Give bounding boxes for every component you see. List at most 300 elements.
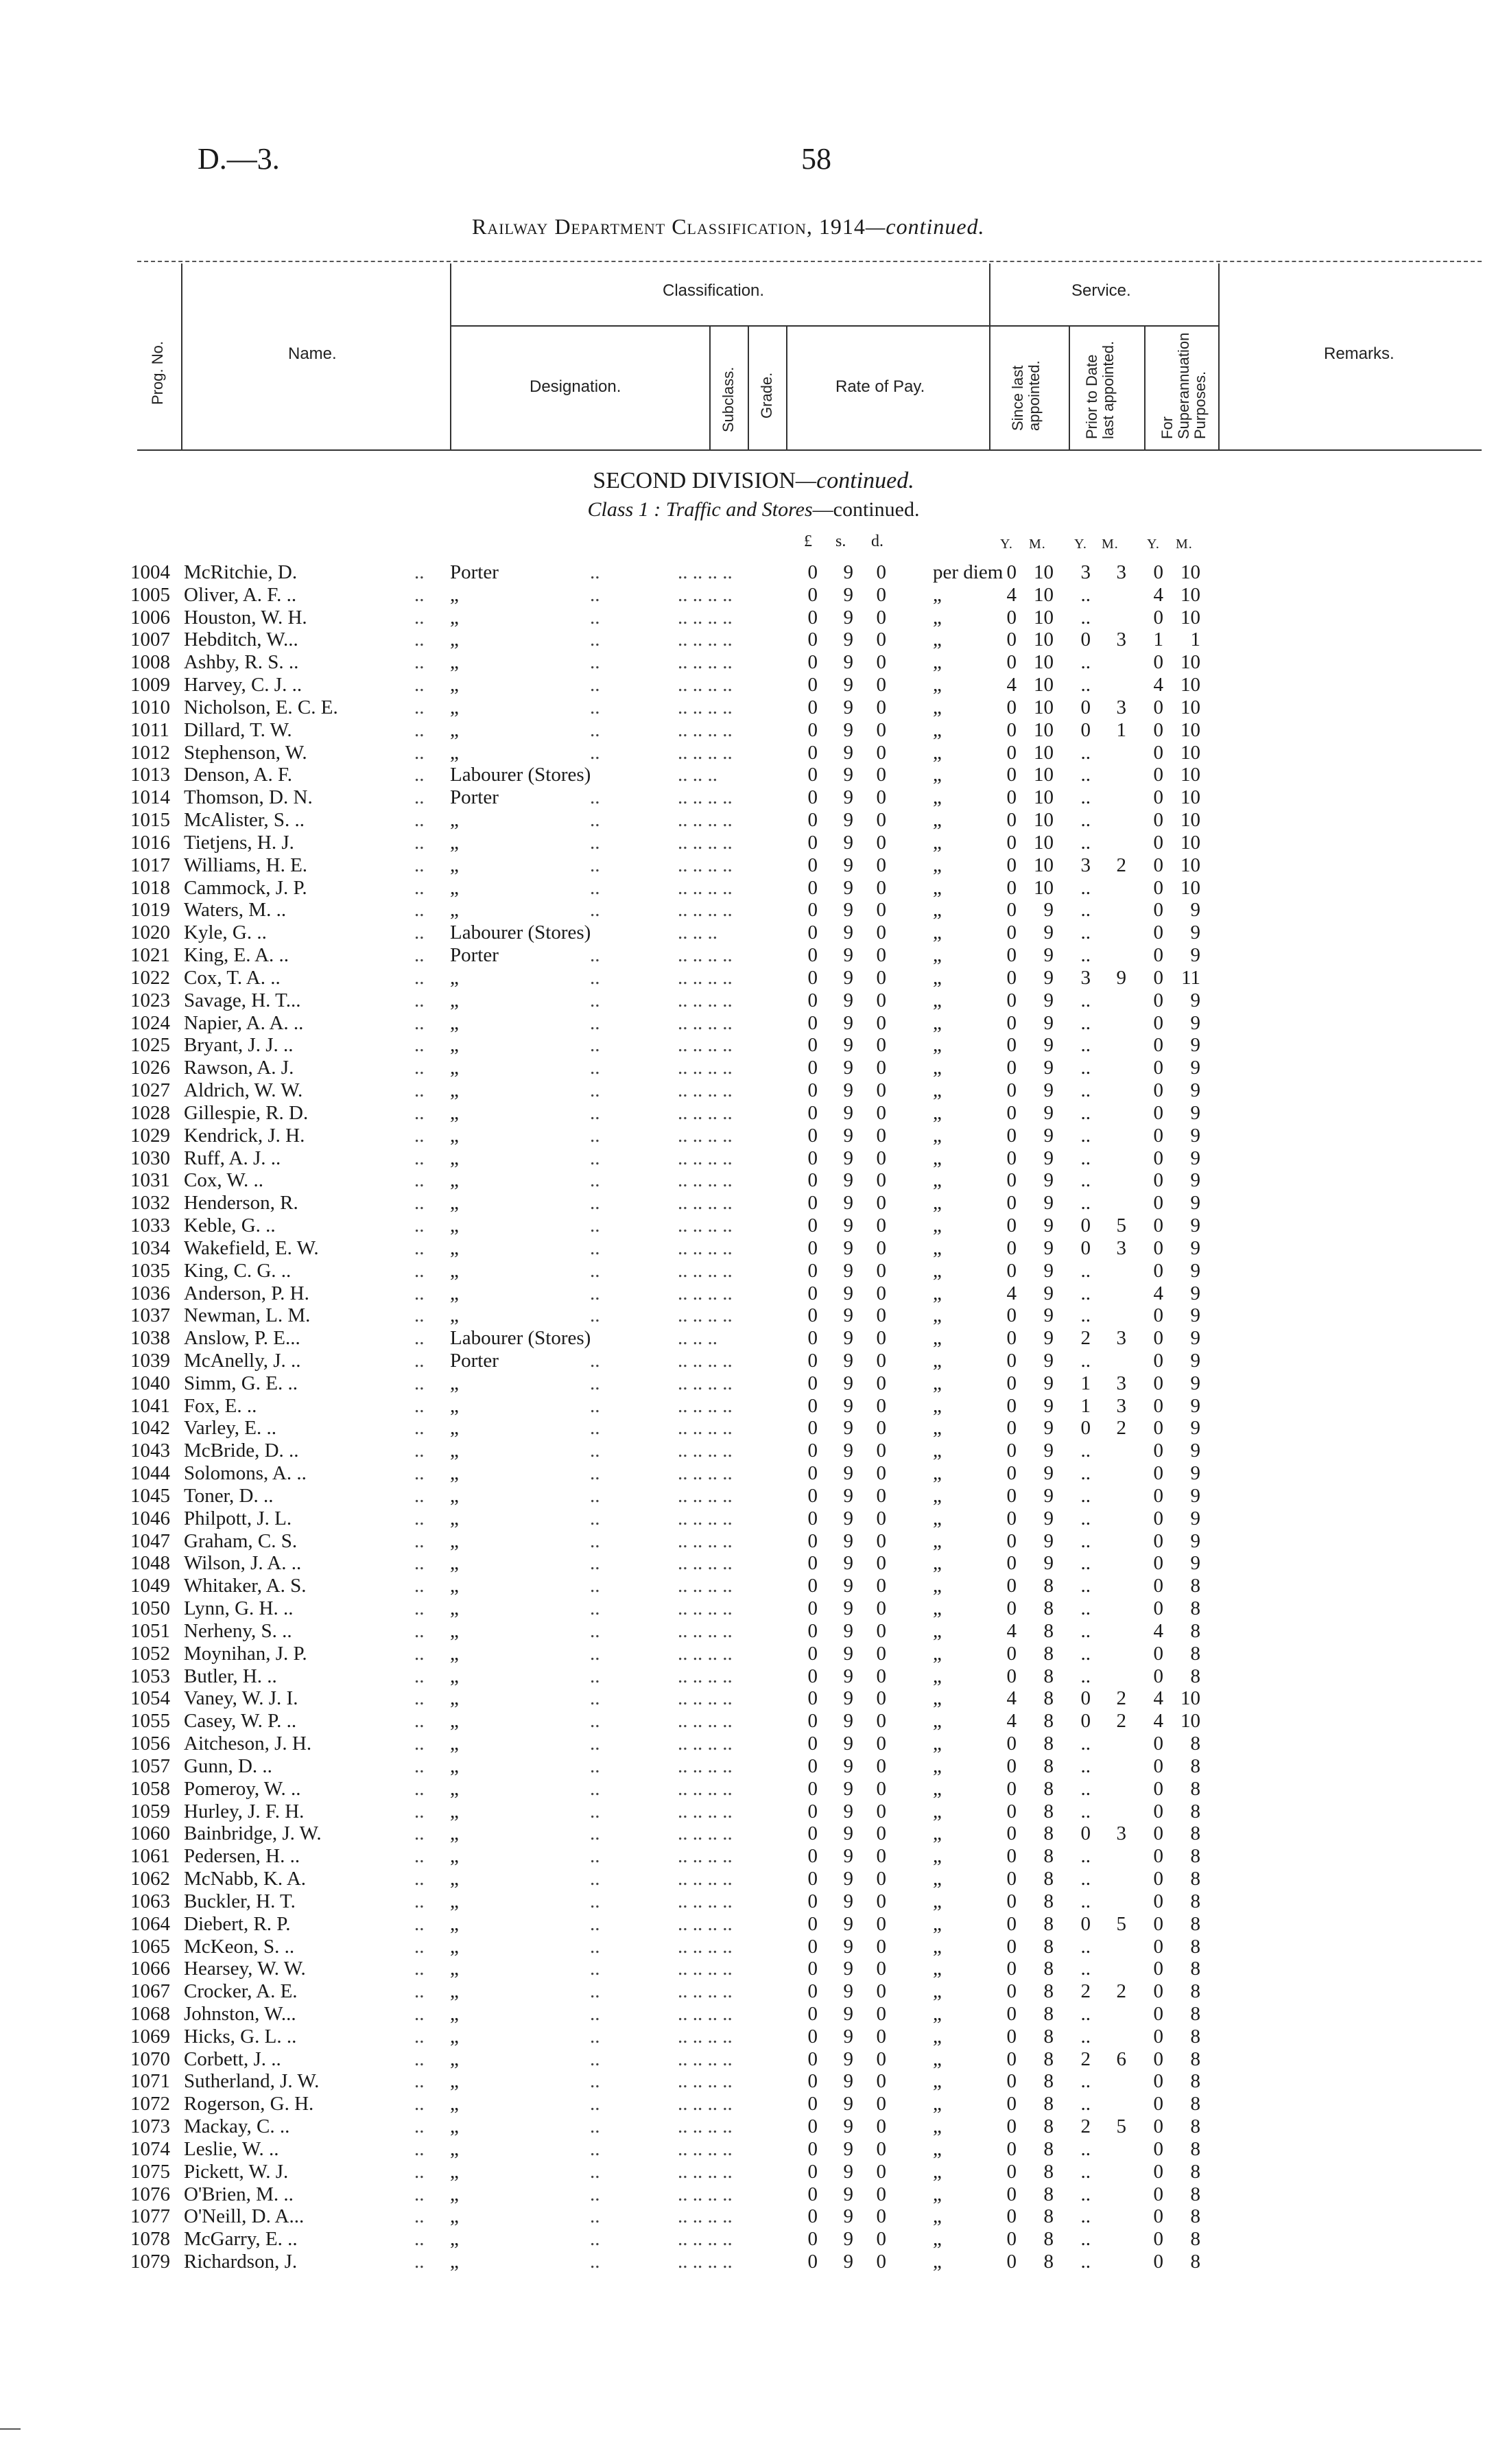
- designation: „: [450, 1192, 459, 1215]
- prog-no: 1070: [130, 2048, 170, 2070]
- leader-dots: ..: [414, 1845, 425, 1868]
- col-divider: [786, 327, 787, 450]
- rate-pence: 0: [876, 1890, 886, 1912]
- staff-name: Thomson, D. N.: [184, 786, 313, 809]
- since-years: 0: [1006, 1192, 1017, 1215]
- designation: „: [450, 1440, 459, 1462]
- rate-basis: „: [933, 1327, 942, 1350]
- leader-dots: .. .. .. ..: [678, 1259, 733, 1282]
- prog-no: 1053: [130, 1665, 170, 1687]
- leader-dots: .. .. .. ..: [678, 1710, 733, 1733]
- leader-dots: ..: [414, 1687, 425, 1710]
- leader-dots: ..: [414, 2025, 425, 2048]
- designation: „: [450, 1935, 459, 1958]
- prior-years: ..: [1080, 1845, 1091, 1868]
- super-years: 0: [1153, 1349, 1163, 1372]
- staff-name: Whitaker, A. S.: [184, 1575, 307, 1597]
- rate-pounds: 0: [807, 1282, 818, 1304]
- super-years: 0: [1153, 606, 1163, 629]
- prog-no: 1038: [130, 1327, 170, 1350]
- rate-pounds: 0: [807, 1800, 818, 1822]
- table-row: [0, 877, 1507, 900]
- super-years: 0: [1153, 1912, 1163, 1935]
- rate-pounds: 0: [807, 1687, 818, 1710]
- super-years: 0: [1153, 1552, 1163, 1575]
- table-row: [0, 1485, 1507, 1507]
- rate-basis: „: [933, 1057, 942, 1079]
- prior-years: 3: [1080, 854, 1091, 876]
- designation: „: [450, 2228, 459, 2251]
- title-main: Railway Department Classification, 1914: [472, 214, 866, 239]
- rate-shillings: 9: [843, 1665, 853, 1687]
- rate-pence: 0: [876, 651, 886, 674]
- rate-pence: 0: [876, 583, 886, 606]
- rate-pounds: 0: [807, 651, 818, 674]
- prior-years: ..: [1080, 1034, 1091, 1057]
- prog-no: 1050: [130, 1597, 170, 1620]
- designation: „: [450, 854, 459, 876]
- since-months: 9: [1043, 1169, 1054, 1192]
- rate-shillings: 9: [843, 899, 853, 922]
- rate-pence: 0: [876, 1011, 886, 1034]
- staff-name: Kyle, G. ..: [184, 922, 267, 944]
- rate-basis: „: [933, 1394, 942, 1417]
- since-years: 0: [1006, 1642, 1017, 1665]
- leader-dots: .. .. .. ..: [678, 1755, 733, 1777]
- prog-no: 1041: [130, 1394, 170, 1417]
- staff-name: King, E. A. ..: [184, 944, 289, 967]
- table-row: [0, 1552, 1507, 1575]
- staff-name: Denson, A. F.: [184, 764, 292, 786]
- rate-basis: „: [933, 1417, 942, 1440]
- leader-dots: .. .. .. ..: [678, 899, 733, 922]
- designation: „: [450, 1619, 459, 1642]
- rate-pence: 0: [876, 1552, 886, 1575]
- super-years: 0: [1153, 876, 1163, 899]
- section-title-text: SECOND DIVISION: [593, 468, 796, 493]
- rate-basis: „: [933, 1845, 942, 1868]
- super-months: 8: [1190, 2160, 1200, 2183]
- rate-pence: 0: [876, 2115, 886, 2138]
- since-months: 10: [1034, 809, 1054, 832]
- rate-basis: „: [933, 2070, 942, 2093]
- super-years: 4: [1153, 1710, 1163, 1733]
- leader-dots: .. .. .. ..: [678, 1215, 733, 1237]
- super-years: 0: [1153, 718, 1163, 741]
- leader-dots: ..: [590, 2205, 600, 2228]
- leader-dots: .. .. .. ..: [678, 1868, 733, 1890]
- since-years: 0: [1006, 2160, 1017, 2183]
- table-row: [0, 584, 1507, 607]
- table-row: [0, 1395, 1507, 1418]
- super-months: 8: [1190, 1755, 1200, 1777]
- table-row: [0, 2093, 1507, 2115]
- designation: „: [450, 1507, 459, 1529]
- rate-basis: „: [933, 2228, 942, 2251]
- prior-years: ..: [1080, 1642, 1091, 1665]
- prog-no: 1049: [130, 1575, 170, 1597]
- header-subclass: Subclass.: [720, 366, 737, 432]
- leader-dots: ..: [414, 606, 425, 629]
- designation: „: [450, 1800, 459, 1822]
- rate-pence: 0: [876, 561, 886, 583]
- prior-years: ..: [1080, 1484, 1091, 1507]
- rate-pounds: 0: [807, 1665, 818, 1687]
- prior-years: ..: [1080, 1597, 1091, 1620]
- rate-pence: 0: [876, 854, 886, 876]
- leader-dots: .. .. .. ..: [678, 1687, 733, 1710]
- rate-pence: 0: [876, 1282, 886, 1304]
- table-row: [0, 742, 1507, 764]
- table-row: [0, 1215, 1507, 1237]
- designation: „: [450, 1733, 459, 1755]
- super-months: 8: [1190, 2070, 1200, 2093]
- since-months: 9: [1043, 1552, 1054, 1575]
- since-years: 0: [1006, 2025, 1017, 2048]
- leader-dots: ..: [590, 1440, 600, 1462]
- super-months: 9: [1190, 1057, 1200, 1079]
- leader-dots: ..: [590, 1079, 600, 1102]
- rate-pounds: 0: [807, 1755, 818, 1777]
- rate-pence: 0: [876, 1822, 886, 1845]
- rate-shillings: 9: [843, 1192, 853, 1215]
- since-months: 10: [1034, 831, 1054, 854]
- prior-years: ..: [1080, 1282, 1091, 1304]
- rate-pounds: 0: [807, 1597, 818, 1620]
- super-years: 0: [1153, 1011, 1163, 1034]
- rate-pounds: 0: [807, 1057, 818, 1079]
- leader-dots: ..: [590, 2003, 600, 2025]
- super-years: 0: [1153, 1327, 1163, 1350]
- leader-dots: ..: [414, 2228, 425, 2251]
- leader-dots: ..: [414, 1192, 425, 1215]
- table-row: [0, 2048, 1507, 2071]
- leader-dots: ..: [414, 1169, 425, 1192]
- rate-pounds: 0: [807, 2205, 818, 2228]
- designation: „: [450, 899, 459, 922]
- table-row: [0, 1417, 1507, 1440]
- designation: „: [450, 2251, 459, 2273]
- super-years: 0: [1153, 1822, 1163, 1845]
- rate-shillings: 9: [843, 2025, 853, 2048]
- super-years: 4: [1153, 1282, 1163, 1304]
- leader-dots: .. .. .. ..: [678, 1169, 733, 1192]
- rate-pence: 0: [876, 741, 886, 764]
- leader-dots: .. .. .. ..: [678, 674, 733, 696]
- rate-shillings: 9: [843, 1417, 853, 1440]
- prog-no: 1057: [130, 1755, 170, 1777]
- since-years: 0: [1006, 1394, 1017, 1417]
- rate-shillings: 9: [843, 1733, 853, 1755]
- rate-pounds: 0: [807, 2115, 818, 2138]
- super-years: 0: [1153, 2160, 1163, 2183]
- rate-basis: „: [933, 2003, 942, 2025]
- rate-basis: „: [933, 1822, 942, 1845]
- prog-no: 1064: [130, 1912, 170, 1935]
- table-row: [0, 719, 1507, 742]
- staff-name: Hearsey, W. W.: [184, 1958, 306, 1980]
- rate-pounds: 0: [807, 922, 818, 944]
- rate-basis: „: [933, 2115, 942, 2138]
- since-months: 8: [1043, 1800, 1054, 1822]
- prior-years: ..: [1080, 1777, 1091, 1800]
- rate-shillings: 9: [843, 606, 853, 629]
- rate-basis: „: [933, 786, 942, 809]
- since-months: 8: [1043, 2160, 1054, 2183]
- prior-months: 5: [1116, 1912, 1126, 1935]
- rate-pounds: 0: [807, 1529, 818, 1552]
- table-row: [0, 1079, 1507, 1102]
- staff-name: Gillespie, R. D.: [184, 1101, 309, 1124]
- rate-pounds: 0: [807, 1507, 818, 1529]
- rate-pounds: 0: [807, 583, 818, 606]
- rate-pounds: 0: [807, 1079, 818, 1102]
- designation: „: [450, 1417, 459, 1440]
- designation: „: [450, 1372, 459, 1394]
- staff-name: Simm, G. E. ..: [184, 1372, 298, 1394]
- super-months: 9: [1190, 1124, 1200, 1147]
- rate-pounds: 0: [807, 1642, 818, 1665]
- rate-pounds: 0: [807, 1868, 818, 1890]
- prog-no: 1055: [130, 1710, 170, 1733]
- since-months: 8: [1043, 2137, 1054, 2160]
- table-row: [0, 696, 1507, 719]
- leader-dots: .. .. .. ..: [678, 1304, 733, 1327]
- since-years: 0: [1006, 1845, 1017, 1868]
- rate-pence: 0: [876, 718, 886, 741]
- super-years: 0: [1153, 1147, 1163, 1169]
- table-row: [0, 1440, 1507, 1462]
- page-number: 58: [801, 142, 831, 176]
- leader-dots: ..: [590, 1822, 600, 1845]
- staff-name: Pedersen, H. ..: [184, 1845, 300, 1868]
- unit-years: Y.: [1074, 537, 1087, 552]
- leader-dots: .. .. .. ..: [678, 561, 733, 583]
- prog-no: 1005: [130, 583, 170, 606]
- prog-no: 1027: [130, 1079, 170, 1102]
- rate-shillings: 9: [843, 1800, 853, 1822]
- rate-basis: „: [933, 2093, 942, 2115]
- col-divider: [748, 327, 749, 450]
- since-months: 8: [1043, 1755, 1054, 1777]
- super-months: 10: [1180, 696, 1200, 718]
- leader-dots: .. .. .. ..: [678, 2003, 733, 2025]
- leader-dots: ..: [590, 1259, 600, 1282]
- staff-name: Hebditch, W...: [184, 629, 298, 651]
- header-since-last-appointed: Since last appointed.: [1009, 360, 1043, 431]
- super-months: 10: [1180, 606, 1200, 629]
- prior-years: ..: [1080, 1147, 1091, 1169]
- header-top-rule: [137, 261, 1482, 262]
- staff-name: Stephenson, W.: [184, 741, 307, 764]
- prior-months: 3: [1116, 1372, 1126, 1394]
- rate-basis: „: [933, 1642, 942, 1665]
- leader-dots: ..: [590, 2093, 600, 2115]
- prog-no: 1045: [130, 1484, 170, 1507]
- super-years: 0: [1153, 1034, 1163, 1057]
- rate-basis: „: [933, 606, 942, 629]
- table-row: [0, 1575, 1507, 1597]
- prior-years: 3: [1080, 966, 1091, 989]
- since-months: 9: [1043, 1462, 1054, 1485]
- rate-basis: „: [933, 2137, 942, 2160]
- rate-shillings: 9: [843, 1124, 853, 1147]
- rate-pence: 0: [876, 2003, 886, 2025]
- rate-basis: „: [933, 674, 942, 696]
- since-years: 0: [1006, 1822, 1017, 1845]
- since-years: 0: [1006, 944, 1017, 967]
- since-years: 0: [1006, 1462, 1017, 1485]
- prog-no: 1056: [130, 1733, 170, 1755]
- since-months: 9: [1043, 1236, 1054, 1259]
- prior-years: ..: [1080, 899, 1091, 922]
- leader-dots: ..: [590, 1236, 600, 1259]
- rate-shillings: 9: [843, 1259, 853, 1282]
- super-months: 8: [1190, 1958, 1200, 1980]
- header-prior-to-date: Prior to Date last appointed.: [1083, 340, 1117, 439]
- leader-dots: ..: [590, 1282, 600, 1304]
- leader-dots: ..: [590, 854, 600, 876]
- super-months: 9: [1190, 1282, 1200, 1304]
- since-years: 0: [1006, 966, 1017, 989]
- since-years: 0: [1006, 922, 1017, 944]
- since-years: 0: [1006, 899, 1017, 922]
- super-months: 8: [1190, 1822, 1200, 1845]
- since-months: 9: [1043, 1192, 1054, 1215]
- since-years: 0: [1006, 2003, 1017, 2025]
- leader-dots: ..: [414, 1079, 425, 1102]
- since-years: 0: [1006, 1935, 1017, 1958]
- staff-name: Diebert, R. P.: [184, 1912, 291, 1935]
- table-row: [0, 764, 1507, 786]
- designation: „: [450, 1259, 459, 1282]
- unit-months: M.: [1102, 537, 1119, 552]
- rate-basis: „: [933, 1619, 942, 1642]
- leader-dots: .. .. .. ..: [678, 854, 733, 876]
- since-months: 9: [1043, 1215, 1054, 1237]
- table-row: [0, 1800, 1507, 1823]
- leader-dots: ..: [414, 854, 425, 876]
- rate-basis: „: [933, 2025, 942, 2048]
- since-months: 10: [1034, 876, 1054, 899]
- leader-dots: .. .. .. ..: [678, 2048, 733, 2070]
- leader-dots: ..: [590, 899, 600, 922]
- leader-dots: ..: [590, 1733, 600, 1755]
- prior-years: 0: [1080, 629, 1091, 651]
- since-years: 0: [1006, 2115, 1017, 2138]
- leader-dots: ..: [590, 1124, 600, 1147]
- prior-years: ..: [1080, 2025, 1091, 2048]
- rate-shillings: 9: [843, 1529, 853, 1552]
- staff-name: Solomons, A. ..: [184, 1462, 307, 1485]
- staff-name: Butler, H. ..: [184, 1665, 277, 1687]
- since-months: 8: [1043, 1845, 1054, 1868]
- leader-dots: .. .. .. ..: [678, 1912, 733, 1935]
- prior-years: 0: [1080, 1236, 1091, 1259]
- prior-years: ..: [1080, 1733, 1091, 1755]
- staff-name: Fox, E. ..: [184, 1394, 257, 1417]
- super-months: 10: [1180, 786, 1200, 809]
- since-months: 10: [1034, 629, 1054, 651]
- super-years: 0: [1153, 1215, 1163, 1237]
- rate-pence: 0: [876, 1215, 886, 1237]
- leader-dots: ..: [590, 2251, 600, 2273]
- table-row: [0, 1507, 1507, 1530]
- rate-pence: 0: [876, 989, 886, 1011]
- leader-dots: .. .. .. ..: [678, 1057, 733, 1079]
- leader-dots: ..: [590, 2137, 600, 2160]
- table-row: [0, 1260, 1507, 1282]
- leader-dots: .. .. .. ..: [678, 1575, 733, 1597]
- rate-pounds: 0: [807, 1935, 818, 1958]
- since-years: 0: [1006, 1372, 1017, 1394]
- leader-dots: .. .. ..: [678, 922, 717, 944]
- rate-pounds: 0: [807, 2048, 818, 2070]
- designation: „: [450, 1552, 459, 1575]
- since-years: 4: [1006, 674, 1017, 696]
- staff-name: McKeon, S. ..: [184, 1935, 295, 1958]
- leader-dots: ..: [414, 741, 425, 764]
- super-months: 9: [1190, 1349, 1200, 1372]
- leader-dots: ..: [590, 561, 600, 583]
- super-months: 9: [1190, 899, 1200, 922]
- rate-basis: „: [933, 651, 942, 674]
- leader-dots: .. .. .. ..: [678, 1935, 733, 1958]
- prog-no: 1067: [130, 1980, 170, 2003]
- rate-shillings: 9: [843, 1619, 853, 1642]
- table-row: [0, 674, 1507, 696]
- rate-pounds: 0: [807, 1372, 818, 1394]
- staff-name: Anderson, P. H.: [184, 1282, 309, 1304]
- table-row: [0, 1597, 1507, 1620]
- super-years: 0: [1153, 2093, 1163, 2115]
- rate-basis: „: [933, 1710, 942, 1733]
- rate-pence: 0: [876, 1507, 886, 1529]
- rate-basis: „: [933, 1124, 942, 1147]
- prior-months: 9: [1116, 966, 1126, 989]
- since-years: 0: [1006, 1958, 1017, 1980]
- designation: „: [450, 1529, 459, 1552]
- leader-dots: .. .. .. ..: [678, 989, 733, 1011]
- rate-shillings: 9: [843, 2048, 853, 2070]
- rate-pence: 0: [876, 1710, 886, 1733]
- leader-dots: ..: [414, 1958, 425, 1980]
- leader-dots: .. .. .. ..: [678, 2025, 733, 2048]
- super-years: 0: [1153, 1980, 1163, 2003]
- super-months: 9: [1190, 1552, 1200, 1575]
- rate-pounds: 0: [807, 1259, 818, 1282]
- rate-pence: 0: [876, 2093, 886, 2115]
- super-months: 9: [1190, 1101, 1200, 1124]
- table-row: [0, 967, 1507, 989]
- staff-name: Harvey, C. J. ..: [184, 674, 302, 696]
- leader-dots: ..: [590, 2070, 600, 2093]
- rate-pounds: 0: [807, 2228, 818, 2251]
- super-months: 9: [1190, 1529, 1200, 1552]
- since-years: 0: [1006, 1507, 1017, 1529]
- rate-pounds: 0: [807, 1619, 818, 1642]
- rate-pence: 0: [876, 1124, 886, 1147]
- since-months: 8: [1043, 1597, 1054, 1620]
- since-years: 0: [1006, 1980, 1017, 2003]
- rate-pence: 0: [876, 1034, 886, 1057]
- class-subtitle: [0, 498, 1507, 521]
- since-years: 0: [1006, 1529, 1017, 1552]
- rate-basis: „: [933, 854, 942, 876]
- rate-pence: 0: [876, 1057, 886, 1079]
- since-years: 4: [1006, 1619, 1017, 1642]
- rate-pounds: 0: [807, 1147, 818, 1169]
